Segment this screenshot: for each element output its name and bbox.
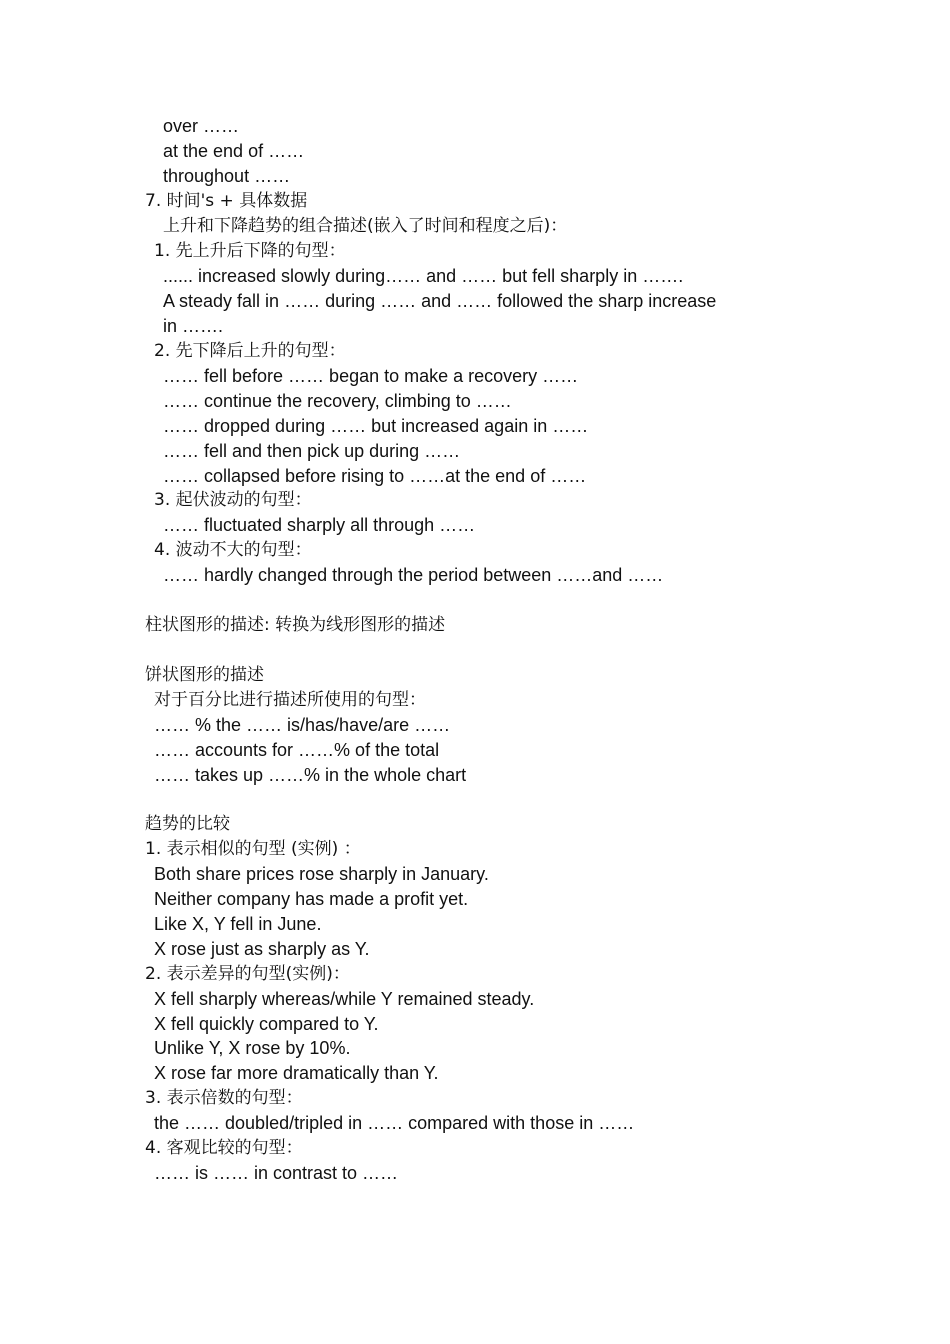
list-item-heading: 2. 表示差异的句型(实例)：	[145, 964, 350, 984]
text-line: …… hardly changed through the period between ……and ……	[163, 565, 664, 585]
list-item-heading: 7. 时间's + 具体数据	[145, 191, 308, 211]
text-line: at the end of ……	[163, 141, 305, 161]
text-line: …… fell before …… began to make a recovery ……	[163, 366, 579, 386]
list-item-heading: 1. 先上升后下降的句型：	[154, 241, 346, 261]
list-item-heading: 1. 表示相似的句型 (实例) ：	[145, 839, 361, 859]
text-line: …… fell and then pick up during ……	[163, 441, 461, 461]
section-subheading: 上升和下降趋势的组合描述(嵌入了时间和程度之后)：	[163, 216, 568, 236]
list-item-heading: 4. 波动不大的句型：	[154, 540, 312, 560]
list-item-heading: 2. 先下降后上升的句型：	[154, 341, 346, 361]
list-item-heading: 3. 起伏波动的句型：	[154, 490, 312, 510]
text-line: …… dropped during …… but increased again in ……	[163, 416, 589, 436]
list-item-heading: 3. 表示倍数的句型：	[145, 1088, 303, 1108]
text-line: in …….	[163, 316, 224, 336]
text-line: throughout ……	[163, 166, 291, 186]
section-heading: 柱状图形的描述: 转换为线形图形的描述	[145, 615, 446, 635]
text-line: …… % the …… is/has/have/are ……	[154, 715, 451, 735]
text-line: Unlike Y, X rose by 10%.	[154, 1038, 351, 1058]
section-heading: 趋势的比较	[145, 814, 230, 834]
text-line: the …… doubled/tripled in …… compared with those in ……	[154, 1113, 635, 1133]
text-line: …… collapsed before rising to ……at the end of ……	[163, 466, 587, 486]
text-line: …… is …… in contrast to ……	[154, 1163, 399, 1183]
section-subheading: 对于百分比进行描述所使用的句型：	[154, 690, 426, 710]
text-line: …… accounts for ……% of the total	[154, 740, 440, 760]
text-line: Both share prices rose sharply in January.	[154, 864, 489, 884]
text-line: …… takes up ……% in the whole chart	[154, 765, 467, 785]
text-line: X fell quickly compared to Y.	[154, 1014, 379, 1034]
text-line: over ……	[163, 116, 240, 136]
list-item-heading: 4. 客观比较的句型：	[145, 1138, 303, 1158]
text-line: …… continue the recovery, climbing to ……	[163, 391, 512, 411]
text-line: X rose just as sharply as Y.	[154, 939, 370, 959]
text-line: X rose far more dramatically than Y.	[154, 1063, 439, 1083]
section-heading: 饼状图形的描述	[145, 665, 264, 685]
text-line: …… fluctuated sharply all through ……	[163, 515, 476, 535]
text-line: X fell sharply whereas/while Y remained steady.	[154, 989, 535, 1009]
text-line: Like X, Y fell in June.	[154, 914, 322, 934]
text-line: ...... increased slowly during…… and …… but fell sharply in …….	[163, 266, 684, 286]
text-line: A steady fall in …… during …… and …… followed the sharp increase	[163, 291, 717, 311]
text-line: Neither company has made a profit yet.	[154, 889, 469, 909]
